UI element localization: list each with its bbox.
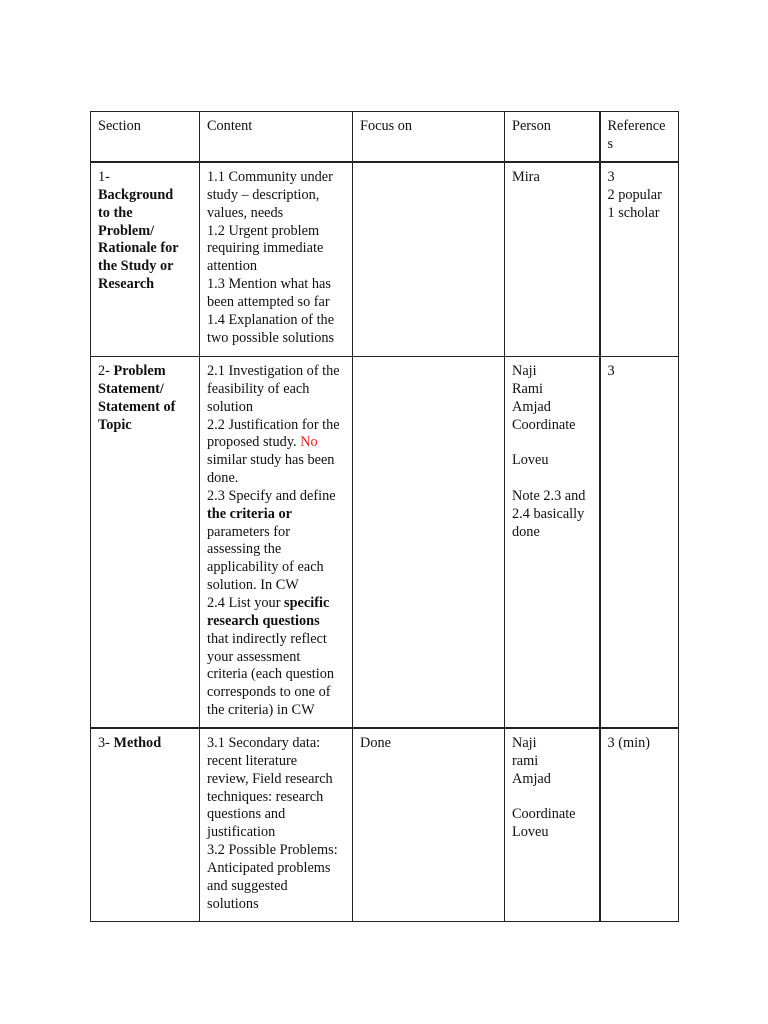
focus-cell [353, 162, 505, 357]
research-plan-table [90, 111, 679, 922]
table-row [91, 162, 679, 357]
header-content: Content [200, 112, 353, 163]
references-cell: 3 [600, 357, 679, 729]
content-cell: 2.1 Investigation of the feasibility of each solution 2.2 Justification for the proposed study. No similar study has been done. 2.3 Specify and define the criteria or parameters for assessing the applicability of each solution. In CW 2.4 List your specific research questions that indirectly reflect your assessment criteria (each question corresponds to one of the criteria) in CW [200, 357, 353, 729]
section-cell: 2- Problem Statement/ Statement of Topic [91, 357, 200, 729]
section-cell: 1- Background to the Problem/ Rationale for the Study or Research [91, 162, 200, 357]
header-references: Reference s [600, 112, 679, 163]
person-cell: Mira [505, 162, 600, 357]
focus-cell: Done [353, 728, 505, 922]
highlighted-text: No [300, 434, 318, 451]
section-cell: 3- Method [91, 728, 200, 922]
table-row [91, 728, 679, 922]
references-cell: 3 (min) [600, 728, 679, 922]
person-cell: Naji Rami Amjad Coordinate Loveu Note 2.3 and 2.4 basically done [505, 357, 600, 729]
table-header-row [91, 112, 679, 163]
person-cell: Naji rami Amjad Coordinate Loveu [505, 728, 600, 922]
header-person: Person [505, 112, 600, 163]
table-row [91, 357, 679, 729]
content-cell: 1.1 Community under study – description, values, needs 1.2 Urgent problem requiring immediate attention 1.3 Mention what has been attempted so far 1.4 Explanation of the two possible solutions [200, 162, 353, 357]
content-cell: 3.1 Secondary data: recent literature review, Field research techniques: research questions and justification 3.2 Possible Problems: Anticipated problems and suggested solutions [200, 728, 353, 922]
focus-cell [353, 357, 505, 729]
references-cell: 3 2 popular 1 scholar [600, 162, 679, 357]
header-section: Section [91, 112, 200, 163]
header-focus: Focus on [353, 112, 505, 163]
